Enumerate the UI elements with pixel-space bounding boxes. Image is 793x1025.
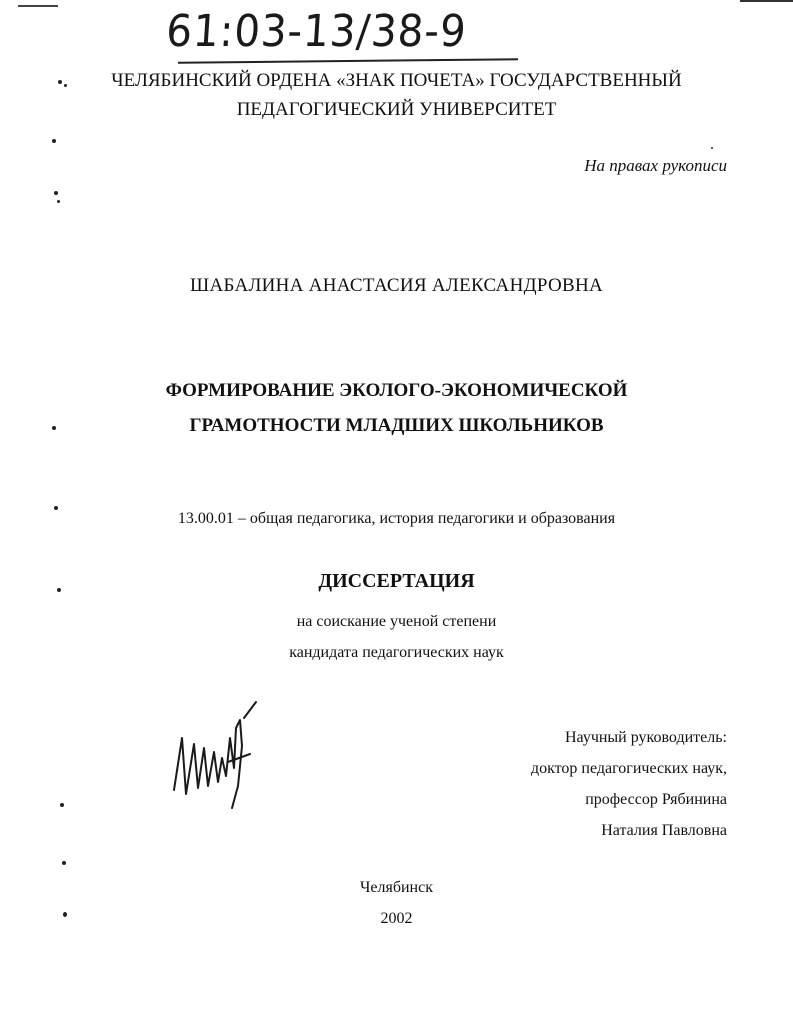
institution-name: [0, 66, 793, 124]
scan-speck: [62, 861, 66, 865]
scan-speck: [52, 139, 56, 143]
institution-line-2: ПЕДАГОГИЧЕСКИЙ УНИВЕРСИТЕТ: [236, 99, 557, 120]
supervisor-degree: доктор педагогических наук,: [530, 760, 727, 777]
institution-line-1: ЧЕЛЯБИНСКИЙ ОРДЕНА «ЗНАК ПОЧЕТА» ГОСУДАРСТВЕННЫЙ: [111, 70, 682, 91]
scan-speck: [57, 588, 61, 592]
author-name: ШАБАЛИНА АНАСТАСИЯ АЛЕКСАНДРОВНА: [190, 275, 603, 296]
scan-speck: [64, 84, 67, 87]
supervisor-rank-name: профессор Рябинина: [585, 791, 727, 808]
scan-speck: [60, 803, 64, 807]
degree-line-1: на соискание ученой степени: [296, 613, 497, 630]
scan-speck: [58, 80, 62, 84]
city: Челябинск: [360, 879, 433, 896]
scan-speck: [52, 426, 56, 430]
scan-speck: [711, 147, 713, 149]
shelfmark-underline: [178, 58, 518, 64]
edge-mark: [18, 5, 58, 7]
scan-speck: [54, 191, 58, 195]
year: 2002: [380, 910, 413, 927]
rights-note: На правах рукописи: [584, 156, 727, 175]
degree-line-2: кандидата педагогических наук: [289, 644, 504, 661]
signature-image: [168, 698, 264, 818]
place-date: [0, 872, 793, 934]
scan-speck: [54, 506, 58, 510]
title-line-2: ГРАМОТНОСТИ МЛАДШИХ ШКОЛЬНИКОВ: [189, 415, 604, 436]
scan-speck: [57, 200, 60, 203]
specialty-code: 13.00.01 – общая педагогика, история педагогики и образования: [177, 510, 616, 527]
title-line-1: ФОРМИРОВАНИЕ ЭКОЛОГО-ЭКОНОМИЧЕСКОЙ: [165, 380, 628, 401]
document-type: ДИССЕРТАЦИЯ: [318, 570, 475, 592]
dissertation-title: [0, 373, 793, 443]
degree-info: [0, 606, 793, 668]
handwritten-shelfmark: 61:03-13/38-9: [164, 6, 469, 57]
supervisor-label: Научный руководитель:: [564, 729, 727, 746]
supervisor-block: [531, 722, 727, 846]
supervisor-name-rest: Наталия Павловна: [601, 822, 727, 839]
edge-mark: [740, 0, 793, 2]
scan-speck: [63, 912, 67, 917]
